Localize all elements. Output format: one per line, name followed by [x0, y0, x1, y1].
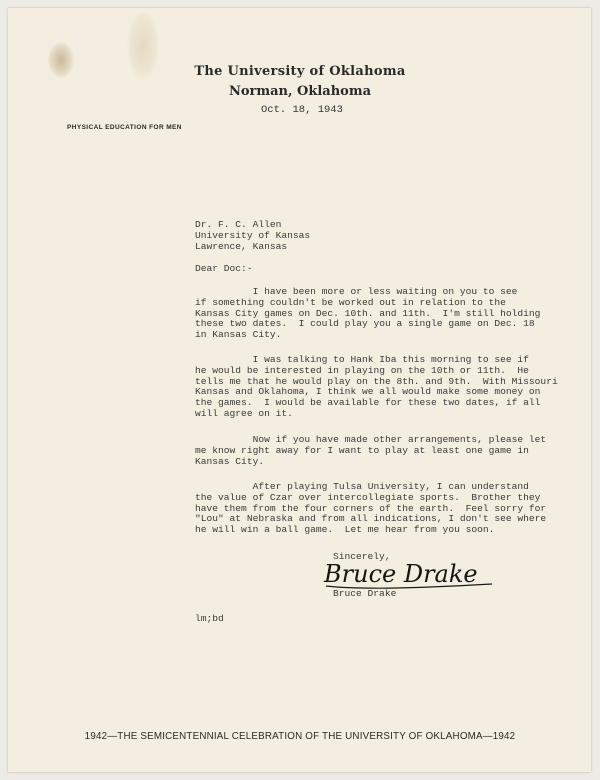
text-line: he would be interested in playing on the 10th or 11th. He: [195, 364, 529, 376]
handwritten-signature: [322, 556, 498, 590]
text-line: I was talking to Hank Iba this morning to see if: [195, 354, 529, 365]
typist-initials: lm;bd: [195, 613, 224, 624]
paragraph-2: [195, 355, 558, 420]
text-line: me know right away for I want to play at least one game in: [195, 444, 529, 456]
text-line: the games. I would be available for these two dates, if all: [195, 397, 541, 409]
recipient-org: University of Kansas: [195, 230, 311, 241]
text-line: tells me that he would play on the 8th. and 9th. With Missouri: [195, 375, 558, 387]
paragraph-4: [195, 482, 546, 536]
recipient-city: Lawrence, Kansas: [195, 241, 288, 252]
text-line: in Kansas City.: [195, 329, 282, 341]
text-line: Now if you have made other arrangements, please let: [195, 434, 547, 445]
text-line: if something couldn't be worked out in relation to the: [195, 296, 506, 308]
salutation: Dear Doc:-: [195, 263, 253, 274]
text-line: have them from the four corners of the earth. Feel sorry for: [195, 502, 547, 514]
department-name: PHYSICAL EDUCATION FOR MEN: [67, 124, 182, 131]
closing: Sincerely,: [333, 551, 391, 562]
letter-date: Oct. 18, 1943: [261, 104, 343, 116]
signature-script: Bruce Drake: [324, 560, 478, 588]
letterhead-title: The University of Oklahoma: [194, 64, 406, 79]
text-line: these two dates. I could play you a single game on Dec. 18: [195, 318, 535, 330]
text-line: the value of Czar over intercollegiate sports. Brother they: [195, 491, 541, 503]
text-line: Kansas and Oklahoma, I think we all would make some money on: [195, 386, 541, 398]
signer-name: Bruce Drake: [333, 588, 397, 599]
text-line: Kansas City.: [195, 455, 265, 467]
text-line: After playing Tulsa University, I can understand: [195, 481, 529, 492]
recipient-name: Dr. F. C. Allen: [195, 219, 282, 230]
letterhead-location: Norman, Oklahoma: [228, 84, 372, 99]
text-line: will agree on it.: [195, 407, 293, 419]
letterhead-footer: 1942—THE SEMICENTENNIAL CELEBRATION OF THE UNIVERSITY OF OKLAHOMA—1942: [84, 731, 516, 742]
text-line: I have been more or less waiting on you to see: [195, 286, 518, 297]
text-line: he will win a ball game. Let me hear from you soon.: [195, 524, 495, 536]
paragraph-1: [195, 287, 540, 341]
paragraph-3: [195, 435, 546, 467]
text-line: Kansas City games on Dec. 10th. and 11th. I'm still holding: [195, 307, 541, 319]
text-line: "Lou" at Nebraska and from all indications, I don't see where: [195, 513, 547, 525]
